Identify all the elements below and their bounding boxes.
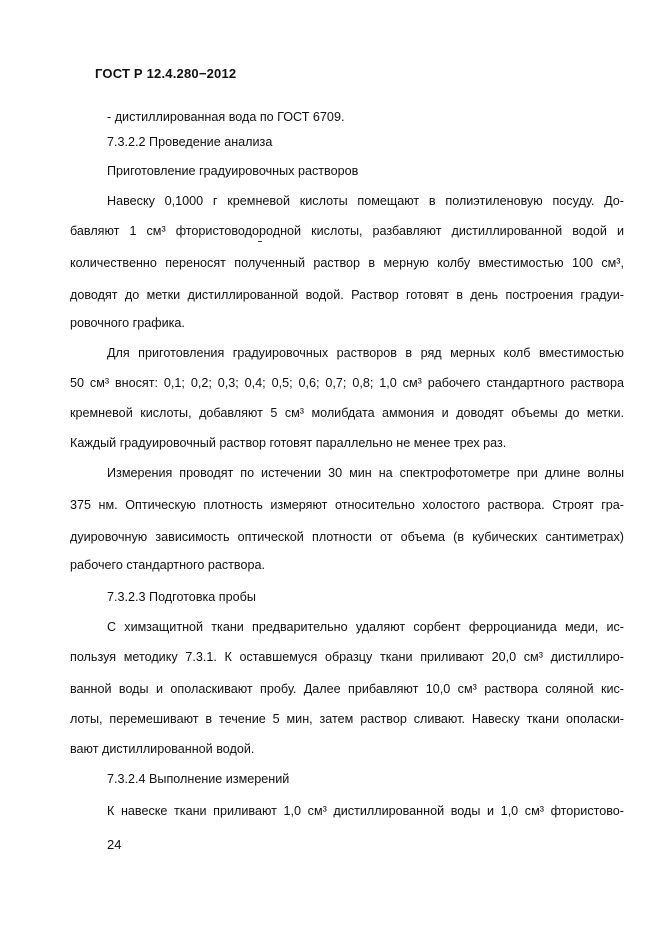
document-header: ГОСТ Р 12.4.280−2012	[95, 66, 237, 81]
text-line: ровочного графика.	[70, 316, 185, 330]
text-line: К навеске ткани приливают 1,0 см³ дистиллированной воды и 1,0 см³ фтористово-	[107, 804, 624, 818]
page-number: 24	[107, 837, 122, 852]
section-heading: 7.3.2.3 Подготовка пробы	[107, 590, 256, 604]
text-line: пользуя методику 7.3.1. К оставшемуся образцу ткани приливают 20,0 см³ дистиллиро-	[70, 650, 624, 664]
text-line: дуировочную зависимость оптической плотности от объема (в кубических сантиметрах)	[70, 530, 624, 544]
section-heading: 7.3.2.4 Выполнение измерений	[107, 772, 290, 786]
text-line: доводят до метки дистиллированной водой. Раствор готовят в день построения градуи-	[70, 288, 624, 302]
text-line: 50 см³ вносят: 0,1; 0,2; 0,3; 0,4; 0,5; 0,6; 0,7; 0,8; 1,0 см³ рабочего стандартного раствора	[70, 376, 624, 390]
text-line: вают дистиллированной водой.	[70, 742, 255, 756]
section-heading: 7.3.2.2 Проведение анализа	[107, 135, 273, 149]
text-line: С химзащитной ткани предварительно удаляют сорбент ферроцианида меди, ис-	[107, 620, 624, 634]
text-line: кремневой кислоты, добавляют 5 см³ молибдата аммония и доводят объемы до метки.	[70, 406, 624, 420]
subsection-heading: Приготовление градуировочных растворов	[107, 164, 359, 178]
text-line: количественно переносят полученный раствор в мерную колбу вместимостью 100 см³,	[70, 256, 624, 270]
text-line: 375 нм. Оптическую плотность измеряют относительно холостого раствора. Строят гра-	[70, 498, 624, 512]
text-line: бавляют 1 см³ фтористоводородной кислоты, разбавляют дистиллированной водой и	[70, 224, 624, 238]
text-line: лоты, перемешивают в течение 5 мин, затем раствор сливают. Навеску ткани ополаски-	[70, 712, 624, 726]
text-line: - дистиллированная вода по ГОСТ 6709.	[107, 110, 345, 124]
text-line: Навеску 0,1000 г кремневой кислоты помещают в полиэтиленовую посуду. До-	[107, 194, 624, 208]
text-line: Каждый градуировочный раствор готовят параллельно не менее трех раз.	[70, 436, 507, 450]
text-line: рабочего стандартного раствора.	[70, 558, 265, 572]
text-line: Измерения проводят по истечении 30 мин на спектрофотометре при длине волны	[107, 466, 624, 480]
text-line: Для приготовления градуировочных растворов в ряд мерных колб вместимостью	[107, 346, 624, 360]
stray-mark	[258, 241, 262, 242]
text-line: ванной воды и ополаскивают пробу. Далее прибавляют 10,0 см³ раствора соляной кис-	[70, 682, 624, 696]
